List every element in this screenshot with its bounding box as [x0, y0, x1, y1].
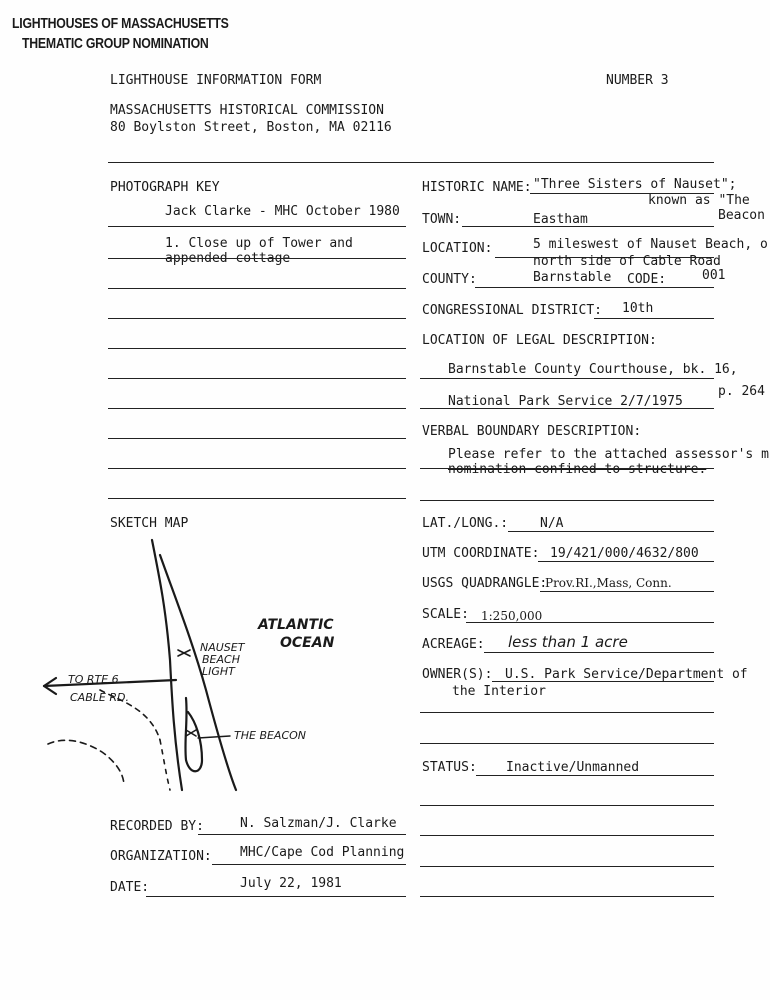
location-label: LOCATION:	[422, 241, 493, 256]
field-underline	[420, 805, 714, 806]
field-underline	[508, 531, 714, 532]
county-value: Barnstable	[533, 270, 612, 285]
nauset-label-2: BEACH	[202, 653, 240, 666]
field-underline	[538, 561, 714, 562]
field-underline	[198, 834, 406, 835]
status-value: Inactive/Unmanned	[506, 760, 640, 775]
field-underline	[476, 775, 714, 776]
form-number: NUMBER 3	[606, 73, 669, 88]
verbal-label: VERBAL BOUNDARY DESCRIPTION:	[422, 424, 642, 439]
scale-value: 1:250,000	[481, 609, 543, 623]
town-value: Eastham	[533, 212, 588, 227]
district-value: 10th	[622, 301, 654, 316]
town-label: TOWN:	[422, 212, 462, 227]
beacon-continued: Beacon	[718, 208, 765, 223]
organization-label: ORGANIZATION:	[110, 849, 212, 864]
sketch-map-label: SKETCH MAP	[110, 516, 189, 531]
owner-label: OWNER(S):	[422, 667, 493, 682]
field-underline	[484, 652, 714, 653]
acreage-label: ACREAGE:	[422, 637, 485, 652]
acreage-value: less than 1 acre	[508, 633, 628, 651]
code-value: 001	[702, 268, 726, 283]
historic-name-value: "Three Sisters of Nauset";	[533, 177, 737, 192]
legal-page: p. 264	[718, 384, 765, 399]
latlong-label: LAT./LONG.:	[422, 516, 509, 531]
field-underline	[420, 866, 714, 867]
nauset-label-1: NAUSET	[200, 641, 245, 654]
owner-cont: the Interior	[452, 684, 546, 699]
photo-item-1: 1. Close up of Tower and	[165, 236, 353, 251]
field-underline	[420, 835, 714, 836]
atlantic-label: ATLANTIC	[258, 617, 334, 633]
location-value: 5 mileswest of Nauset Beach, o	[533, 237, 768, 252]
date-value: July 22, 1981	[240, 876, 342, 891]
known-as-value: known as "The	[648, 193, 750, 208]
usgs-value: Prov.RI.,Mass, Conn.	[545, 576, 672, 590]
status-label: STATUS:	[422, 760, 477, 775]
utm-value: 19/421/000/4632/800	[550, 546, 699, 561]
usgs-label: USGS QUADRANGLE:	[422, 576, 548, 591]
code-label: CODE:	[627, 272, 667, 287]
county-label: COUNTY:	[422, 272, 477, 287]
historic-name-label: HISTORIC NAME:	[422, 180, 532, 195]
agency-name: MASSACHUSETTS HISTORICAL COMMISSION	[110, 103, 384, 118]
form-title: LIGHTHOUSE INFORMATION FORM	[110, 73, 322, 88]
latlong-value: N/A	[540, 516, 564, 531]
agency-address: 80 Boylston Street, Boston, MA 02116	[110, 120, 392, 135]
legal-label: LOCATION OF LEGAL DESCRIPTION:	[422, 333, 657, 348]
series-title: LIGHTHOUSES OF MASSACHUSETTS	[12, 15, 229, 32]
verbal-value-1: Please refer to the attached assessor's m	[448, 447, 769, 462]
field-underline	[212, 864, 406, 865]
route-label: TO RTE 6	[68, 673, 119, 686]
photo-item-1-cont: appended cottage	[165, 251, 291, 266]
cable-road-label: CABLE RD.	[70, 691, 129, 704]
field-underline	[492, 681, 714, 682]
ocean-label: OCEAN	[280, 635, 335, 651]
field-underline	[420, 896, 714, 897]
field-underline	[146, 896, 406, 897]
beacon-label: THE BEACON	[234, 729, 307, 742]
nauset-label-3: LIGHT	[202, 665, 235, 678]
field-underline	[466, 622, 714, 623]
field-underline	[420, 712, 714, 713]
series-subtitle: THEMATIC GROUP NOMINATION	[22, 35, 209, 52]
field-underline	[540, 591, 714, 592]
photo-key-label: PHOTOGRAPH KEY	[110, 180, 220, 195]
legal-value-2: National Park Service 2/7/1975	[448, 394, 683, 409]
photo-credit: Jack Clarke - MHC October 1980	[165, 204, 400, 219]
date-label: DATE:	[110, 880, 150, 895]
district-label: CONGRESSIONAL DISTRICT:	[422, 303, 603, 318]
scale-label: SCALE:	[422, 607, 469, 622]
legal-value-1: Barnstable County Courthouse, bk. 16,	[448, 362, 738, 377]
field-underline	[420, 743, 714, 744]
recorded-by-value: N. Salzman/J. Clarke	[240, 816, 397, 831]
owner-value: U.S. Park Service/Department of	[505, 667, 748, 682]
verbal-value-2: nomination confined to structure.	[448, 462, 707, 477]
utm-label: UTM COORDINATE:	[422, 546, 540, 561]
location-cont: north side of Cable Road	[533, 254, 721, 269]
organization-value: MHC/Cape Cod Planning	[240, 845, 405, 860]
recorded-by-label: RECORDED BY:	[110, 819, 204, 834]
